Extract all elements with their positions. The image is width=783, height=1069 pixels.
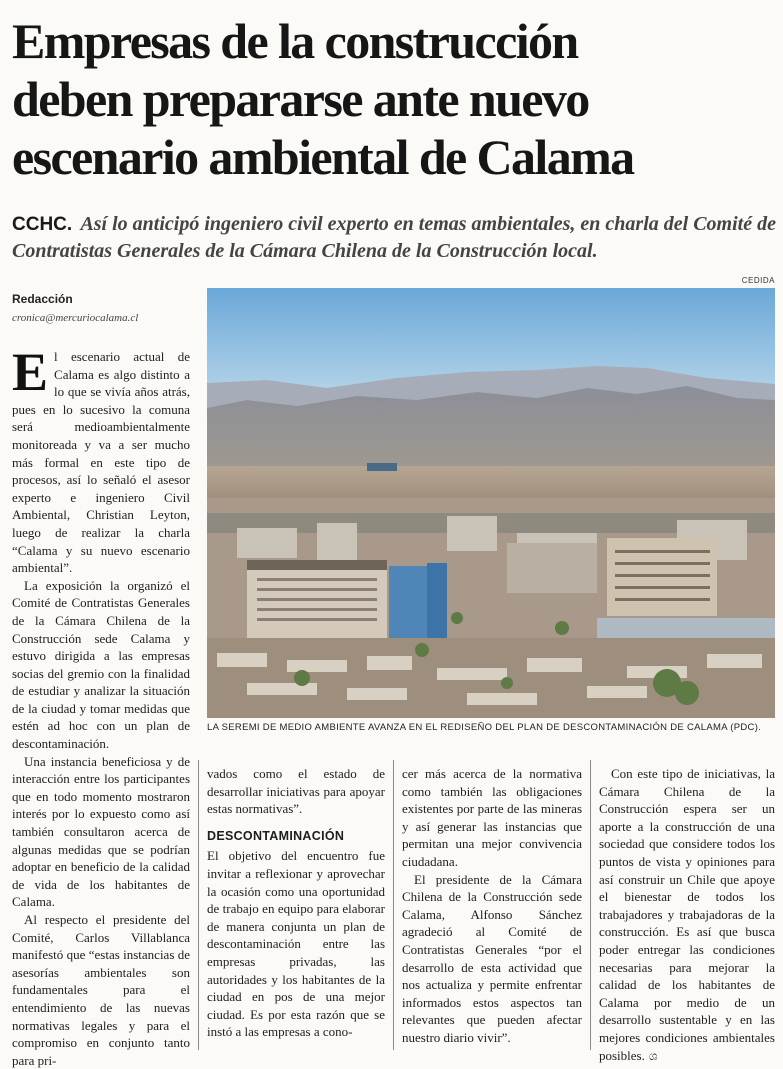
drop-cap: E	[12, 342, 49, 402]
paragraph-7: cer más acerca de la normativa como también las obligaciones existentes por parte de las mineras y así generar las instancias que permitan una mejor convivencia ciudadana.	[402, 766, 582, 869]
author-name: Redacción	[12, 292, 73, 306]
headline	[12, 12, 772, 186]
article-photo	[207, 288, 775, 718]
section-subhead: DESCONTAMINACIÓN	[207, 828, 345, 843]
paragraph-1: l escenario actual de Calama es algo distinto a lo que se vivía años atrás, pues en lo sucesivo la comuna será medioambientalmente monitoreada y va a ser mucho más formal en este tipo de procesos, así lo señaló el asesor experto e ingeniero Civil Ambiental, Christian Leyton, luego de realizar la charla “Calama y su nuevo escenario ambiental”.	[12, 349, 190, 576]
calama-cityscape-image	[207, 288, 775, 718]
paragraph-3: Una instancia beneficiosa y de interacción entre los participantes que en todo momento mostraron interés por lo expuesto como así también consultaron acerca de algunas medidas que se podrían adoptar en beneficio de la calidad de vida de los habitantes de Calama.	[12, 753, 190, 910]
paragraph-6: El objetivo del encuentro fue invitar a reflexionar y aprovechar la ocasión como una oportunidad de trabajo en equipo para elaborar de manera conjunta un plan de descontaminación entre las empresas privadas, las autoridades y los habitantes de la ciudad en pos de una mejor ciudad. Es por esta razón que se instó a las empresas a cono-	[207, 848, 385, 1040]
article-column-2	[207, 765, 385, 1041]
article-column-4	[599, 765, 775, 1065]
paragraph-8: El presidente de la Cámara Chilena de la Construcción sede Calama, Alfonso Sánchez agradeció al Comité de Contratistas Generales “por el desarrollo de esta actividad que nos actualiza y permite enfrentar informados estos aspectos tan relevantes que pueden afectar nuestro diario vivir”.	[402, 871, 582, 1045]
paragraph-5: vados como el estado de desarrollar iniciativas para apoyar estas normativas”.	[207, 766, 385, 817]
photo-caption: LA SEREMI DE MEDIO AMBIENTE AVANZA EN EL REDISEÑO DEL PLAN DE DESCONTAMINACIÓN DE CALAMA (PDC).	[207, 722, 762, 733]
article-column-1	[12, 342, 190, 1069]
column-rule-1	[198, 760, 199, 1050]
author-email[interactable]: cronica@mercuriocalama.cl	[12, 312, 139, 324]
section-tag: CCHC.	[12, 214, 73, 235]
headline-line-1: Empresas de la construcción	[12, 13, 578, 69]
headline-line-2: deben prepararse ante nuevo	[12, 71, 589, 127]
column-rule-3	[590, 760, 591, 1050]
photo-credit: CEDIDA	[741, 276, 775, 285]
article-column-3	[402, 765, 582, 1047]
paragraph-9: Con este tipo de iniciativas, la Cámara Chilena de la Construcción espera ser un aporte a la construcción de una sociedad que considere todos los puntos de vista y opiniones para así construir un Chile que apoye el bienestar de todos los trabajadores y trabajadoras de la construcción. Es así que busca poder entregar las condiciones necesarias para mejorar la calidad de los habitantes de Calama por medio de un desarrollo sustentable y en las mejores condiciones ambientales posibles.	[599, 766, 775, 1063]
paragraph-4: Al respecto el presidente del Comité, Carlos Villablanca manifestó que “estas instancias de asesorías ambientales son fundamentales para el entendimiento de las nuevas normativas legales y para el compromiso en conjunto tanto para pri-	[12, 912, 190, 1068]
deck	[12, 211, 777, 264]
end-mark-icon: ශ	[648, 1048, 658, 1063]
headline-line-3: escenario ambiental de Calama	[12, 129, 634, 185]
paragraph-2: La exposición la organizó el Comité de Contratistas Generales de la Cámara Chilena de la Construcción sede Calama y estuvo dirigida a las empresas socias del gremio con la finalidad de estudiar y analizar la situación de la ciudad y tomar medidas que estén ad hoc con un plan de descontaminación.	[12, 577, 190, 752]
column-rule-2	[393, 760, 394, 1050]
deck-text: Así lo anticipó ingeniero civil experto en temas ambientales, en charla del Comité de Contratistas Generales de la Cámara Chilena de la Construcción local.	[12, 213, 776, 262]
